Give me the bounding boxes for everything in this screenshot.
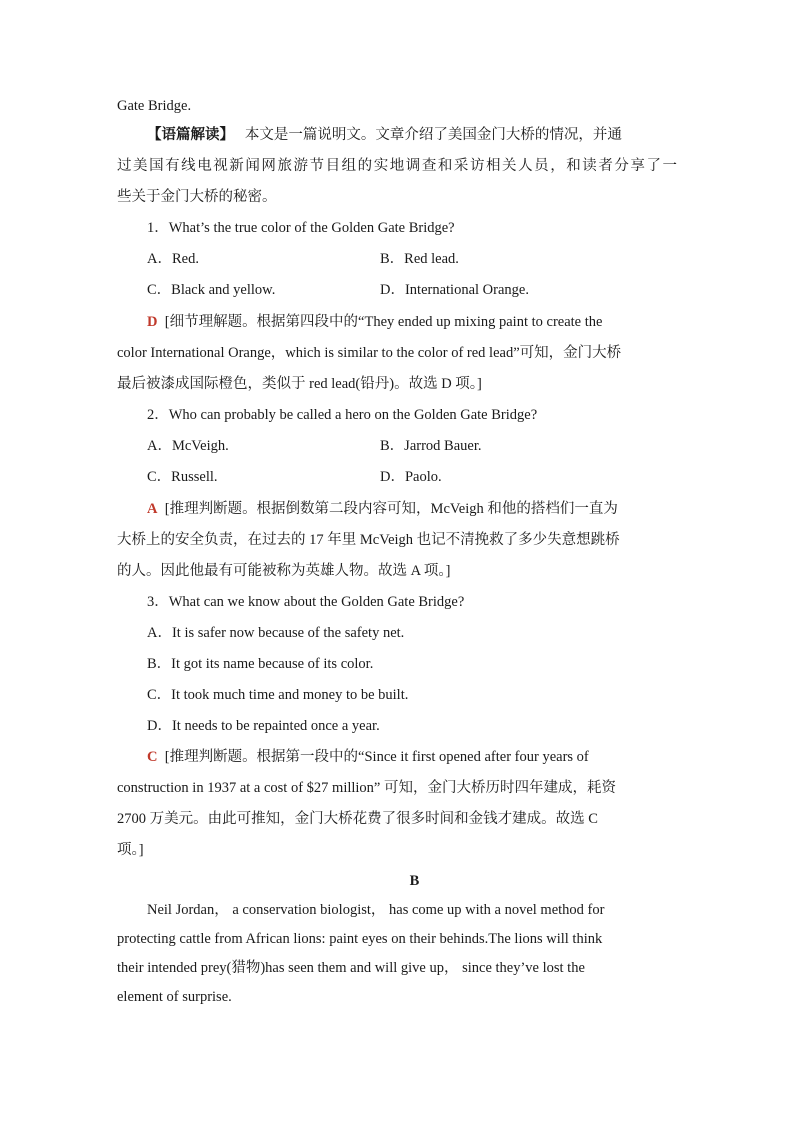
q1-option-d: D．International Orange. xyxy=(380,282,529,298)
section-b-line-2: protecting cattle from African lions: paint eyes on their behinds.The lions will think xyxy=(117,931,603,947)
intro-line-3: 些关于金门大桥的秘密。 xyxy=(117,189,277,205)
q3-explanation-2: construction in 1937 at a cost of $27 million” 可知，金门大桥历时四年建成，耗资 xyxy=(117,780,616,796)
q1-option-c: C．Black and yellow. xyxy=(147,282,276,298)
intro-line-2: 过美国有线电视新闻网旅游节目组的实地调查和采访相关人员，和读者分享了一 xyxy=(117,158,677,174)
q2-option-d: D．Paolo. xyxy=(380,469,442,485)
section-b-line-1: Neil Jordan， a conservation biologist， has come up with a novel method for xyxy=(147,902,605,918)
reading-summary-tag: 【语篇解读】 xyxy=(147,127,234,143)
q3-explanation-3: 2700 万美元。由此可推知，金门大桥花费了很多时间和金钱才建成。故选 C xyxy=(117,811,598,827)
question-2: 2．Who can probably be called a hero on the Golden Gate Bridge? xyxy=(147,407,538,423)
q1-options-row-1 xyxy=(147,248,677,270)
q2-explanation-2: 大桥上的安全负责，在过去的 17 年里 McVeigh 也记不清挽救了多少失意想跳桥 xyxy=(117,532,620,548)
question-1: 1．What’s the true color of the Golden Gate Bridge? xyxy=(147,220,455,236)
q1-explanation-2: color International Orange，which is similar to the color of red lead”可知，金门大桥 xyxy=(117,345,622,361)
q1-options-row-2 xyxy=(147,279,677,301)
q2-option-c: C．Russell. xyxy=(147,469,218,485)
reading-summary-text: 本文是一篇说明文。文章介绍了美国金门大桥的情况，并通 xyxy=(244,127,622,143)
question-3: 3．What can we know about the Golden Gate Bridge? xyxy=(147,594,465,610)
q2-explanation-1: A [推理判断题。根据倒数第二段内容可知，McVeigh 和他的搭档们一直为 xyxy=(147,501,618,517)
q2-explanation-3: 的人。因此他最有可能被称为英雄人物。故选 A 项。] xyxy=(117,563,451,579)
section-b-line-4: element of surprise. xyxy=(117,989,232,1005)
q2-options-row-2 xyxy=(147,466,677,488)
section-b-line-3: their intended prey(猎物)has seen them and will give up， since they’ve lost the xyxy=(117,960,585,976)
q2-options-row-1 xyxy=(147,435,677,457)
q3-explanation-4: 项。] xyxy=(117,842,144,858)
reading-summary xyxy=(147,124,677,146)
q3-answer: C xyxy=(147,749,158,765)
q1-option-b: B．Red lead. xyxy=(380,251,459,267)
q3-option-d: D．It needs to be repainted once a year. xyxy=(147,718,380,734)
q3-option-b: B．It got its name because of its color. xyxy=(147,656,374,672)
q2-option-a: A．McVeigh. xyxy=(147,438,229,454)
intro-line-0: Gate Bridge. xyxy=(117,98,192,114)
q1-explanation-1: D [细节理解题。根据第四段中的“They ended up mixing paint to create the xyxy=(147,314,603,330)
q3-option-c: C．It took much time and money to be built. xyxy=(147,687,409,703)
q1-option-a: A．Red. xyxy=(147,251,199,267)
q2-answer: A xyxy=(147,501,158,517)
q3-option-a: A．It is safer now because of the safety net. xyxy=(147,625,405,641)
section-b-heading: B xyxy=(409,873,420,889)
q3-explanation-1: C [推理判断题。根据第一段中的“Since it first opened after four years of xyxy=(147,749,589,765)
q2-option-b: B．Jarrod Bauer. xyxy=(380,438,482,454)
q1-explanation-3: 最后被漆成国际橙色，类似于 red lead(铅丹)。故选 D 项。] xyxy=(117,376,482,392)
q1-answer: D xyxy=(147,314,158,330)
